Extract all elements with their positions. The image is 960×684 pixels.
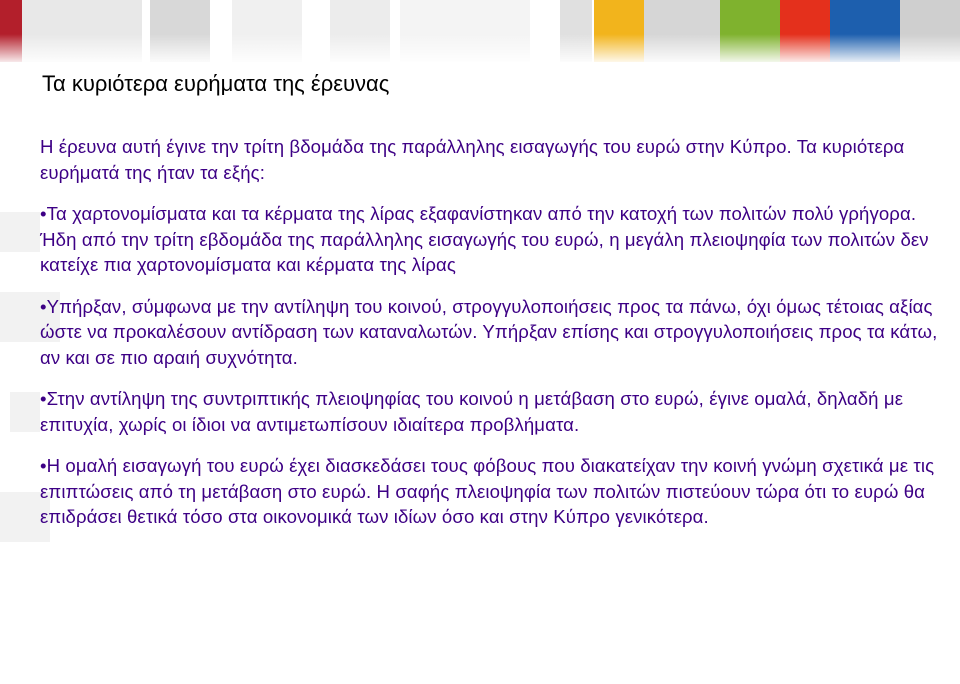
- bullet-paragraph: •Τα χαρτονομίσματα και τα κέρματα της λίρας εξαφανίστηκαν από την κατοχή των πολιτών πολύ γρήγορα. Ήδη από την τρίτη εβδομάδα της παράλληλης εισαγωγής του ευρώ, η μεγάλη πλειοψηφία των πολιτών δεν κατείχε πια χαρτονομίσματα και κέρματα της λίρας: [40, 203, 929, 275]
- header-decoration: [0, 0, 960, 62]
- slide-title: Τα κυριότερα ευρήματα της έρευνας: [42, 71, 390, 96]
- slide-content: [40, 70, 940, 530]
- bullet-paragraph: •Η ομαλή εισαγωγή του ευρώ έχει διασκεδάσει τους φόβους που διακατείχαν την κοινή γνώμη σχετικά με τις επιπτώσεις από τη μετάβαση στο ευρώ. Η σαφής πλειοψηφία των πολιτών πιστεύουν τώρα ότι το ευρώ θα επιδράσει θετικά τόσο στα οικονομικά των ιδίων όσο και στην Κύπρο γενικότερα.: [40, 455, 935, 527]
- header-fade: [0, 0, 960, 62]
- intro-paragraph: Η έρευνα αυτή έγινε την τρίτη βδομάδα της παράλληλης εισαγωγής του ευρώ στην Κύπρο. Τα κυριότερα ευρήματά της ήταν τα εξής:: [40, 136, 905, 183]
- bullet-paragraph: •Στην αντίληψη της συντριπτικής πλειοψηφίας του κοινού η μετάβαση στο ευρώ, έγινε ομαλά, δηλαδή με επιτυχία, χωρίς οι ίδιοι να αντιμετωπίσουν ιδιαίτερα προβλήματα.: [40, 388, 904, 435]
- bullet-paragraph: •Υπήρξαν, σύμφωνα με την αντίληψη του κοινού, στρογγυλοποιήσεις προς τα πάνω, όχι όμως τέτοιας αξίας ώστε να προκαλέσουν αντίδραση των καταναλωτών. Υπήρξαν επίσης και στρογγυλοποιήσεις προς τα κάτω, αν και σε πιο αραιή συχνότητα.: [40, 295, 938, 368]
